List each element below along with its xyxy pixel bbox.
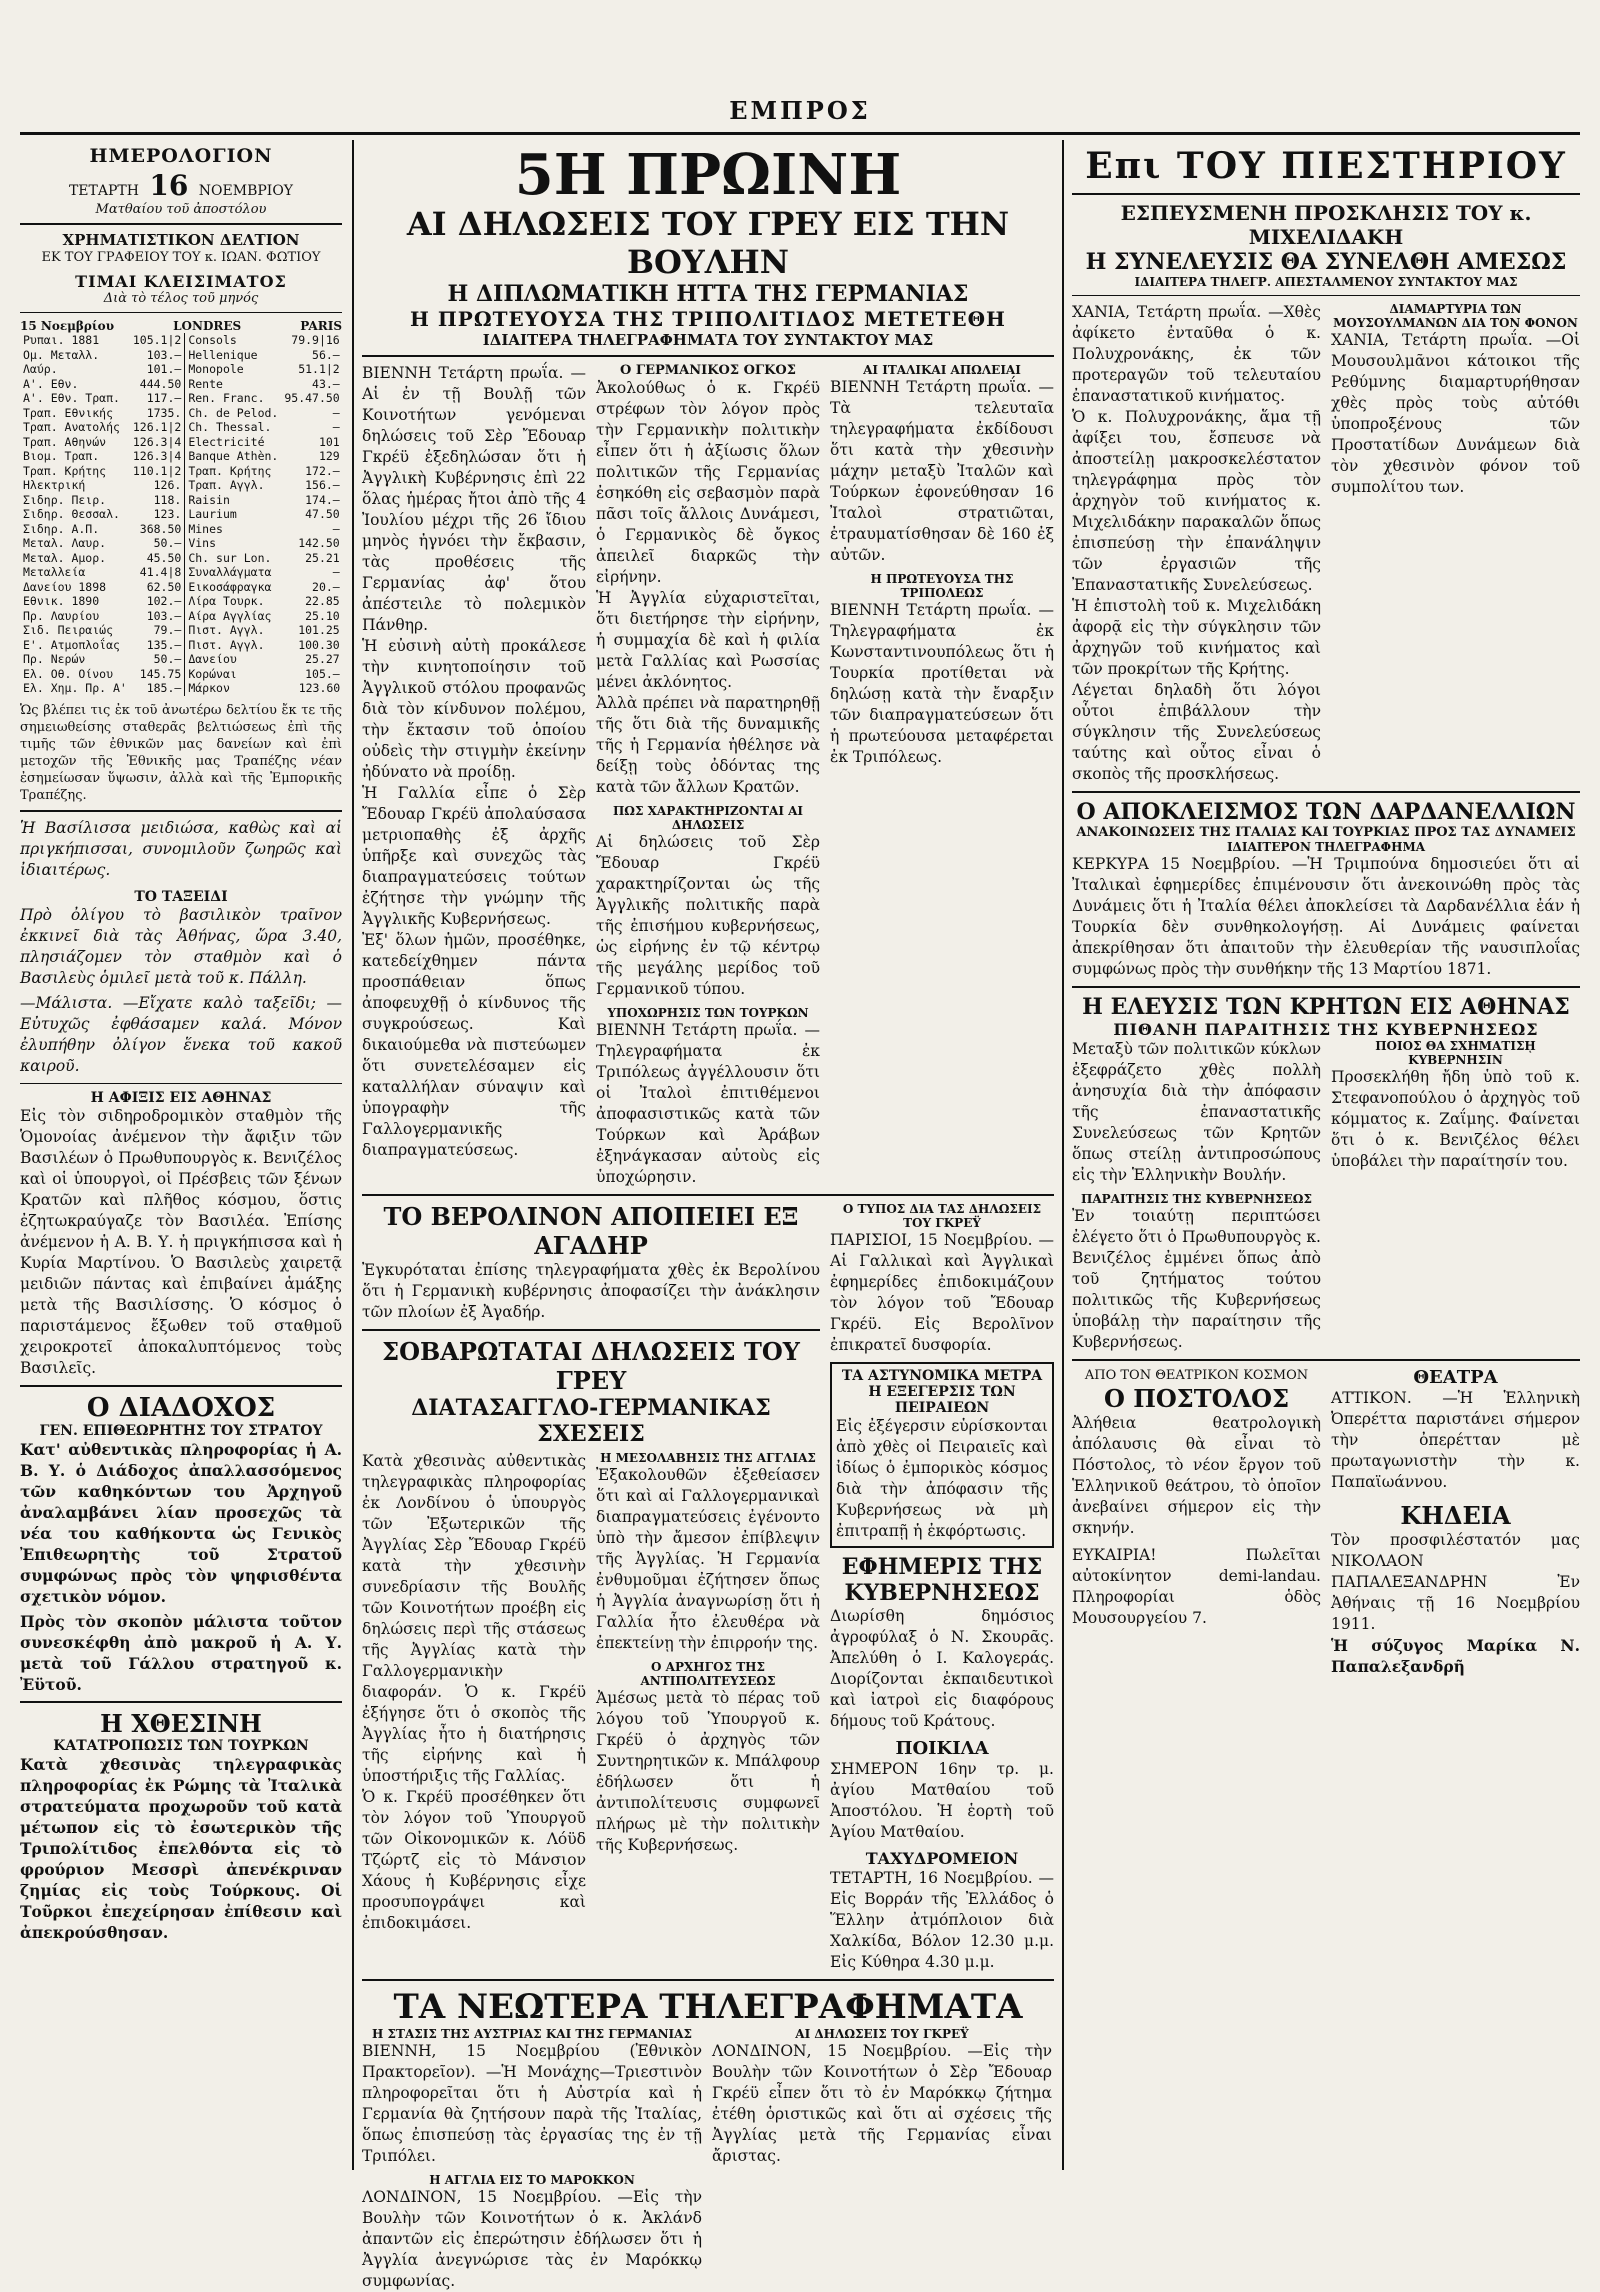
rate-label: Ρυπαι. 1881 [23, 333, 100, 347]
rate-label: Τραπ. Εθνικής [23, 405, 114, 420]
rate-row [20, 464, 184, 479]
rate-row [20, 609, 184, 624]
rate-value: 102.— [146, 594, 182, 608]
dardanelles-title: Ο ΑΠΟΚΛΕΙΣΜΟΣ ΤΩΝ ΔΑΡΔΑΝΕΛΛΙΩΝ [1076, 799, 1576, 825]
italian-text: ΒΙΕΝΝΗ Τετάρτη πρωΐα. —Τὰ τελευταῖα τηλεγραφήματα ἐκδίδουσι ὅτι κατὰ τὴν χθεσινὴν μάχην μεταξὺ Ἰταλῶν καὶ Τούρκων ἐφονεύθησαν 16 Ἰταλοὶ στρατιῶται, ἐτραυματίσθησαν δὲ 160 ἐξ αὐτῶν. [830, 378, 1054, 564]
rate-label: Ren. Franc. [188, 391, 265, 405]
rate-row [185, 551, 343, 566]
title-3: Η ΠΡΩΤΕΥΟΥΣΑ ΤΗΣ ΤΡΙΠΟΛΙΤΙΔΟΣ ΜΕΤΕΤΕΘΗ [410, 307, 1006, 331]
rate-row [20, 551, 184, 566]
rate-row [20, 406, 184, 421]
diadochos-title: Ο ΔΙΑΔΟΧΟΣ [86, 1392, 276, 1423]
c3-p1: ΧΑΝΙΑ, Τετάρτη πρωΐα. —Χθὲς ἀφίκετο ἐνταῦθα ὁ κ. Πολυχρονάκης, ἐκ τῶν προτεραγῶν τοῦ τελευταίου ἐπαναστατικοῦ κινήματος. [1072, 303, 1321, 405]
rate-label: Μεταλλεία [23, 565, 86, 579]
rate-label: Αίρα Αγγλίας [188, 608, 272, 623]
italian-title: ΑΙ ΙΤΑΛΙΚΑΙ ΑΠΩΛΕΙΑΙ [863, 363, 1021, 377]
newspaper-name: ΕΜΠΡΟΣ [729, 96, 871, 125]
police-title-1: ΤΑ ΑΣΤΥΝΟΜΙΚΑ ΜΕΤΡΑ [841, 1368, 1043, 1384]
post-office-text: ΤΕΤΑΡΤΗ, 16 Νοεμβρίου. —Εἰς Βορράν τῆς Ἐλλάδος ὁ Ἕλλην ἀτμόπλοιον διὰ Χαλκίδα, Βόλον 12.30 μ.μ. Εἰς Κύθηρα 4.30 μ.μ. [830, 1869, 1054, 1971]
rate-value: 105.— [305, 666, 340, 681]
rate-row [20, 449, 184, 464]
rate-label: Βιομ. Τραπ. [23, 449, 100, 463]
latest-title: ΤΑ ΝΕΩΤΕΡΑ ΤΗΛΕΓΡΑΦΗΜΑΤΑ [393, 1987, 1023, 2027]
rate-label: Ε'. Ατμοπλοΐας [23, 637, 120, 652]
police-text: Εἰς ἐξέγερσιν εὑρίσκονται ἀπὸ χθὲς οἱ Πειραιεῖς καὶ ἰδίως ὁ ἐμπορικὸς κόσμος διὰ τὴν ἀπόφασιν τῆς Κυβερνήσεως νὰ μὴ ἐπιτραπῇ ἡ ἐκφόρτωσις. [836, 1417, 1048, 1540]
crisis-text: Κατὰ χθεσινὰς αὐθεντικὰς τηλεγραφικὰς πληροφορίας ἐκ Λονδίνου ὁ ὑπουργὸς τῶν Ἐξωτερικῶν τῆς Ἀγγλίας Σὲρ Ἔδουαρ Γκρέϋ κατὰ τὴν χθεσινὴν συνεδρίασιν τῆς Βουλῆς τῶν Κοινοτήτων προέβη εἰς δηλώσεις περὶ τῆς στάσεως τῆς Ἀγγλίας κατὰ τὴν Γαλλογερμανικὴν διαφοράν. Ὁ κ. Γκρέϋ ἐξήγησε ὅτι ὁ σκοπὸς τῆς Ἀγγλίας ἦτο ἡ διατήρησις τῆς εἰρήνης καὶ ἡ ὑποστήριξις τῆς Γαλλίας. [362, 1452, 586, 1785]
front-col-c [830, 363, 1054, 1188]
rate-label: Λίρα Τουρκ. [188, 594, 265, 608]
rate-label: Τραπ. Κρήτης [23, 463, 107, 478]
calendar-day: ΤΕΤΑΡΤΗ [68, 183, 139, 199]
title-2: Η ΔΙΠΛΩΜΑΤΙΚΗ ΗΤΤΑ ΤΗΣ ΓΕΡΜΑΝΙΑΣ [447, 281, 969, 307]
rate-row [185, 333, 343, 348]
form-text: Προσεκλήθη ἤδη ὑπὸ τοῦ κ. Στεφανοπούλου ὁ ἀρχηγὸς τοῦ κόμματος κ. Ζαΐμης. Φαίνεται ὅτι ὁ κ. Βενιζέλος θέλει ὑποβάλει τὴν παραίτησίν του. [1331, 1068, 1580, 1170]
rate-label: Τραπ. Κρήτης [188, 463, 272, 478]
diadochos-text-2: Πρὸς τὸν σκοπὸν μάλιστα τοῦτον συνεσκέφθη ἀπὸ μακροῦ ἡ Α. Υ. μετὰ τοῦ Γάλλου στρατηγοῦ κ. Ἐϋτοῦ. [20, 1611, 342, 1694]
mediation-title: Η ΜΕΣΟΛΑΒΗΣΙΣ ΤΗΣ ΑΓΓΛΙΑΣ [600, 1451, 816, 1465]
yesterday-text: Κατὰ χθεσινὰς τηλεγραφικὰς πληροφορίας ἐκ Ρώμης τὰ Ἰταλικὰ στρατεύματα προχωροῦν τοῦ κατὰ μέτωπον εἰς τὸ ἐσωτερικὸν τῆς Τριπολίτιδος ἐπελθόντα εἰς τὸ φρούριον Μεσσρὶ ἀπενέκριναν ζημίας εἰς τοὺς Τούρκους. Οἱ Τοῦρκοι ἐπεχείρησαν ἐπίθεσιν καὶ ἀπεκρούσθησαν. [20, 1754, 342, 1942]
rate-row [20, 391, 184, 406]
rate-row [185, 638, 343, 653]
top-rule [20, 132, 1580, 135]
austria-text: ΒΙΕΝΝΗ, 15 Νοεμβρίου (Ἐθνικὸν Πρακτορεῖον). —Ἡ Μονάχης—Τριεστινὸν πληροφορεῖται ὅτι ἡ Αὐστρία καὶ ἡ Γερμανία θὰ ζητήσουν παρὰ τῆς Ἰταλίας, ὅπως ἐπισπεύσῃ τὰς ἐργασίας της ἐν τῇ Τριπόλει. [362, 2042, 702, 2165]
rate-row [185, 565, 343, 580]
market-note: Ὡς βλέπει τις ἐκ τοῦ ἀνωτέρω δελτίου ἔκ τε τῆς σημειωθείσης σταθερᾶς βελτιώσεως ἐπὶ τῆς τιμῆς τῶν ἐθνικῶν μας δανείων καὶ ἐπὶ μετοχῶν τῆς Ἐθνικῆς μας Τραπέζης νέαν ἐσημείωσαν ὕψωσιν, ἀλλὰ καὶ τῆς Ἐμπορικῆς Τραπέζης. [20, 702, 342, 803]
rate-row [20, 362, 184, 377]
grey-text: ΛΟΝΔΙΝΟΝ, 15 Νοεμβρίου. —Εἰς τὴν Βουλὴν τῶν Κοινοτήτων ὁ Σὲρ Ἔδουαρ Γκρέϋ εἶπεν ὅτι τὸ ἐν Μαρόκκῳ ζήτημα ἐτέθη ὁριστικῶς καὶ ὅτι αἱ σχέσεις τῆς Ἀγγλίας μετὰ τῆς Γερμανίας εἶναι ἄριστας. [712, 2042, 1052, 2165]
rate-row [185, 362, 343, 377]
rate-value: — [332, 420, 340, 434]
rate-value: 117.— [146, 391, 182, 405]
rate-value: 145.75 [139, 666, 182, 681]
masthead [0, 0, 1600, 130]
post-sub: ΑΠΟ ΤΟΝ ΘΕΑΤΡΙΚΟΝ ΚΟΣΜΟΝ [1084, 1368, 1309, 1383]
germanic-title: Ο ΓΕΡΜΑΝΙΚΟΣ ΟΓΚΟΣ [620, 363, 796, 378]
rate-row [20, 348, 184, 363]
rate-value: 123.60 [298, 681, 341, 695]
arrival-title: Η ΑΦΙΞΙΣ ΕΙΣ ΑΘΗΝΑΣ [90, 1089, 272, 1106]
rate-value: 126.1|2 [132, 420, 182, 434]
rate-value: 135.— [146, 637, 182, 652]
rate-label: Τραπ. Αθηνών [23, 434, 107, 449]
rate-label: Σιδ. Πειραιώς [23, 623, 114, 637]
rate-label: Ch. Thessal. [188, 420, 272, 434]
rate-value: 62.50 [146, 579, 182, 594]
rate-value: 79.9|16 [291, 333, 340, 347]
front-p7: Ἀλλὰ πρέπει νὰ παρατηρηθῇ τῆς ὅτι διὰ τῆς δυναμικῆς τῆς ἡ Γερμανία ἠθέλησε νὰ δείξῃ τοὺς ὀδόντας της κατὰ τῶν ἄλλων Κρατῶν. [596, 694, 820, 796]
rate-row [185, 435, 343, 450]
front-p9: ΒΙΕΝΝΗ Τετάρτη πρωΐα. —Τηλεγραφήματα ἐκ Τριπόλεως ἀγγέλλουσιν ὅτι οἱ Ἰταλοὶ ἐπιτιθέμενοι ἀποφασιστικῶς κατὰ τῶν Τούρκων καὶ Ἀράβων ἐξηνάγκασαν αὐτοὺς εἰς ὑποχώρησιν. [596, 1021, 820, 1186]
rate-row [185, 478, 343, 493]
rate-label: Πρ. Νερών [23, 652, 86, 666]
rate-row [20, 594, 184, 609]
rate-label: Εικοσάφραγκα [188, 579, 272, 594]
rate-value: 126.3|4 [132, 449, 182, 463]
yesterday-sub: ΚΑΤΑΤΡΟΠΩΣΙΣ ΤΩΝ ΤΟΥΡΚΩΝ [53, 1737, 309, 1754]
rate-row [185, 507, 343, 522]
rate-row [20, 333, 184, 348]
rate-label: Πρ. Λαυρίου [23, 608, 100, 623]
rate-row [20, 377, 184, 392]
rate-row [185, 449, 343, 464]
cretans-text: Μεταξὺ τῶν πολιτικῶν κύκλων ἐξεφράζετο χθὲς πολλὴ ἀνησυχία διὰ τὴν ἀπόφασιν τῆς ἐπαναστατικῆς Συνελεύσεως τῶν Κρητῶν ὅπως στείλῃ ἀντιπροσώπους εἰς τὴν Ἑλληνικὴν Βουλήν. [1072, 1040, 1321, 1184]
leader-text: Ἀμέσως μετὰ τὸ πέρας τοῦ λόγου τοῦ Ὑπουργοῦ κ. Γκρέϋ ὁ ἀρχηγὸς τῶν Συντηρητικῶν κ. Μπάλφουρ ἐδήλωσεν ὅτι ἡ ἀντιπολίτευσις συμφωνεῖ πλήρως μὲ τὴν πολιτικὴν τῆς Κυβερνήσεως. [596, 1689, 820, 1854]
rate-label: Raisin [188, 492, 230, 507]
rates-left-table [20, 333, 184, 696]
rate-row [185, 522, 343, 537]
rate-row [20, 681, 184, 696]
rate-row [185, 580, 343, 595]
diamartyria-title: ΔΙΑΜΑΡΤΥΡΙΑ ΤΩΝ ΜΟΥΣΟΥΛΜΑΝΩΝ ΔΙΑ ΤΟΝ ΦΟΝΟΝ [1333, 302, 1578, 330]
misc-title: ΠΟΙΚΙΛΑ [895, 1738, 989, 1759]
rate-label: Vins [188, 536, 217, 550]
berlin-title: ΤΟ ΒΕΡΟΛΙΝΟΝ ΑΠΟΠΕΙΕΙ ΕΞ ΑΓΑΔΗΡ [383, 1202, 799, 1260]
rates-right-table [184, 333, 343, 696]
rate-value: 1735. [146, 405, 182, 420]
rate-value: — [332, 405, 340, 420]
rate-value: 118. [153, 492, 182, 507]
rate-value: 126.3|4 [132, 434, 182, 449]
rate-label: Τραπ. Αγγλ. [188, 478, 265, 492]
calendar-saint: Ματθαίου τοῦ ἀποστόλου [95, 202, 267, 217]
rate-label: Consols [188, 333, 237, 347]
exchange-headers [20, 319, 342, 333]
rate-value: 101.25 [298, 623, 340, 637]
rate-label: Ελ. Οθ. Οίνου [23, 666, 114, 681]
rate-value: 185.— [146, 681, 182, 695]
rate-value: 22.85 [305, 594, 340, 608]
police-title-2: Η ΕΞΕΓΕΡΣΙΣ ΤΩΝ ΠΕΙΡΑΙΕΩΝ [868, 1384, 1016, 1416]
exchange-title: ΧΡΗΜΑΤΙΣΤΙΚΟΝ ΔΕΛΤΙΟΝ [62, 231, 300, 249]
middle-columns [362, 1202, 1054, 1973]
rate-value: 103.— [146, 347, 182, 362]
rate-label: Mines [188, 521, 223, 536]
rate-row [185, 420, 343, 435]
rate-row [20, 522, 184, 537]
rate-label: Α'. Εθν. Τραπ. [23, 391, 120, 405]
rate-row [20, 667, 184, 682]
rate-row [185, 681, 343, 696]
rate-row [20, 493, 184, 508]
rate-label: Πιστ. Αγγλ. [188, 637, 265, 652]
rate-value: 100.30 [298, 637, 340, 652]
rate-value: 103.— [146, 608, 182, 623]
rate-label: Σιδηρ. Πειρ. [23, 492, 107, 507]
closing-title: ΤΙΜΑΙ ΚΛΕΙΣΙΜΑΤΟΣ [75, 272, 287, 291]
rate-label: Δανείου [188, 652, 237, 666]
c3-title-1: ΕΣΠΕΥΣΜΕΝΗ ΠΡΟΣΚΛΗΣΙΣ ΤΟΥ κ. ΜΙΧΕΛΙΔΑΚΗ [1120, 201, 1532, 249]
rate-row [185, 652, 343, 667]
post-office-title: ΤΑΧΥΔΡΟΜΕΙΟΝ [865, 1849, 1019, 1868]
diamartyria-text: ΧΑΝΙΑ, Τετάρτη πρωΐα. —Οἱ Μουσουλμᾶνοι κάτοικοι τῆς Ρεθύμνης διαμαρτυρήθησαν χθὲς πρὸς τοὺς αὐτόθι ὑποπροξένους τῶν Προστατίδων Δυνάμεων διὰ τὸν χθεσινὸν φόνον τοῦ συμπολίτου των. [1331, 331, 1580, 496]
rate-value: 25.10 [305, 608, 340, 623]
rate-value: 142.50 [298, 536, 340, 550]
front-p8: Αἱ δηλώσεις τοῦ Σὲρ Ἔδουαρ Γκρέϋ χαρακτηρίζονται ὡς τῆς Ἀγγλικῆς πολιτικῆς παρὰ τῆς ἐπισήμου κυβερνήσεως, ὡς εἰρήνης ἐν τῷ κέντρῳ τῆς μεγάλης μερίδος τοῦ Γερμανικοῦ τύπου. [596, 833, 820, 998]
rate-label: Τραπ. Ανατολής [23, 420, 120, 434]
front-p1: ΒΙΕΝΝΗ Τετάρτη πρωΐα. —Αἱ ἐν τῇ Βουλῇ τῶν Κοινοτήτων γενόμεναι δηλώσεις τοῦ Σὲρ Ἔδουαρ Γκρέϋ ἐξεδηλώσαν ὅτι ἡ Ἀγγλικὴ Κυβέρνησις ἐπὶ 22 ὅλας ἡμέρας ἤτοι ἀπὸ τῆς 4 Ἰουλίου μέχρι τῆς 26 ἴδιου μηνὸς ἠγνόει τὴν ἔκβασιν, τὰς προθέσεις τῆς Γερμανίας ἀφ' ὅτου ἀπέστειλε τὸ πολεμικὸν Πάνθηρ. [362, 364, 586, 634]
rate-label: Hellenique [188, 347, 258, 362]
rate-label: Σιδηρ. Α.Π. [23, 521, 100, 536]
dardanelles-sub-2: ΙΔΙΑΙΤΕΡΟΝ ΤΗΛΕΓΡΑΦΗΜΑ [1226, 840, 1426, 854]
press-text: ΠΑΡΙΣΙΟΙ, 15 Νοεμβρίου. —Αἱ Γαλλικαὶ καὶ Ἀγγλικαὶ ἐφημερίδες ἐπιδοκιμάζουν τὸν λόγον τοῦ Ἔδουαρ Γκρέϋ. Εἰς Βερολῖνον ἐπικρατεῖ δυσφορία. [830, 1231, 1054, 1354]
yesterday-title: Η ΧΘΕΣΙΝΗ [100, 1708, 262, 1738]
resign-title: ΠΑΡΑΙΤΗΣΙΣ ΤΗΣ ΚΥΒΕΡΝΗΣΕΩΣ [1081, 1192, 1312, 1206]
morocco-title: Η ΑΓΓΛΙΑ ΕΙΣ ΤΟ ΜΑΡΟΚΚΟΝ [429, 2173, 635, 2187]
rate-label: Δανείου 1898 [23, 579, 107, 594]
rate-row [20, 536, 184, 551]
rate-label: Electricité [188, 434, 265, 449]
gazette-title: ΕΦΗΜΕΡΙΣ ΤΗΣ ΚΥΒΕΡΝΗΣΕΩΣ [841, 1554, 1043, 1606]
rate-label: Ομ. Μεταλλ. [23, 347, 100, 362]
rate-row [185, 667, 343, 682]
rate-label: Συναλλάγματα [188, 565, 272, 579]
rate-label: Πιστ. Αγγλ. [188, 623, 265, 637]
cretans-sub: ΠΙΘΑΝΗ ΠΑΡΑΙΤΗΣΙΣ ΤΗΣ ΚΥΒΕΡΝΗΣΕΩΣ [1113, 1020, 1539, 1039]
calendar-date-line [20, 169, 342, 202]
front-p3: Ἡ Γαλλία εἶπε ὁ Σὲρ Ἔδουαρ Γκρέϋ ἀπολαύσασα μετριοπαθὴς ἐξ ἀρχῆς ὑπῆρξε καὶ συνεχῶς τὰς διαπραγματεύσεις τούτων ἐζήτησε τὴν γνώμην τῆς Ἀγγλικῆς Κυβερνήσεως. [362, 784, 586, 928]
theatre-title: ΘΕΑΤΡΑ [1413, 1367, 1498, 1388]
cretans-title: Η ΕΛΕΥΣΙΣ ΤΩΝ ΚΡΗΤΩΝ ΕΙΣ ΑΘΗΝΑΣ [1082, 994, 1570, 1020]
rate-value: 123. [153, 507, 182, 521]
front-columns [362, 363, 1054, 1188]
rate-value: 79.— [153, 623, 182, 637]
column-rule-1 [352, 140, 354, 2170]
rate-label: Α'. Εθν. [23, 376, 79, 391]
rate-label: Μεταλ. Αμορ. [23, 550, 107, 565]
rate-row [20, 507, 184, 522]
postolos-title: Ο ΠΟΣΤΟΛΟΣ [1103, 1384, 1290, 1413]
c3-p2: Ὁ κ. Πολυχρονάκης, ἅμα τῇ ἀφίξει του, ἔσπευσε νὰ ἀποστείλῃ μακροσκελέστατον τηλεγράφημα πρὸς τὸν ἀρχηγὸν τοῦ κινήματος κ. Μιχελιδάκην παρακαλῶν ὅπως ἐπισπεύσῃ τὴν ἐπανάληψιν τῶν ἐργασιῶν τῆς Ἐπαναστατικῆς Συνελεύσεως. [1072, 408, 1321, 594]
rate-row [185, 493, 343, 508]
funeral-title: ΚΗΔΕΙΑ [1400, 1501, 1511, 1530]
banner: Επι ΤΟΥ ΠΙΕΣΤΗΡΙΟΥ [1085, 145, 1567, 187]
paris-label: PARIS [300, 319, 342, 333]
rate-value: — [332, 521, 340, 536]
rate-value: 25.27 [305, 652, 340, 666]
exchange-source: ΕΚ ΤΟΥ ΓΡΑΦΕΙΟΥ ΤΟΥ κ. ΙΩΑΝ. ΦΩΤΙΟΥ [41, 250, 321, 265]
rate-label: Εθνικ. 1890 [23, 594, 100, 608]
rate-value: 129 [318, 449, 340, 463]
middle-right [830, 1202, 1054, 1973]
rate-row [185, 594, 343, 609]
calendar-title: ΗΜΕΡΟΛΟΓΙΟΝ [89, 145, 273, 167]
resign-text: Ἐν τοιαύτῃ περιπτώσει ἐλέγετο ὅτι ὁ Πρωθυπουργὸς κ. Βενιζέλος ἐμμένει ὅπως ἀπὸ τοῦ ζητήματος τούτου πολιτικῶς τῆς Κυβερνήσεως ὑποβάλῃ τὴν παραίτησιν τῆς Κυβερνήσεως. [1072, 1207, 1321, 1351]
crisis-title: ΣΟΒΑΡΩΤΑΤΑΙ ΔΗΛΩΣΕΙΣ ΤΟΥ ΓΡΕΥ [382, 1337, 800, 1395]
morocco-text: ΛΟΝΔΙΝΟΝ, 15 Νοεμβρίου. —Εἰς τὴν Βουλὴν τῶν Κοινοτήτων ὁ κ. Ἀκλάνδ ἀπαντῶν εἰς ἐπερώτησιν ἐδήλωσεν ὅτι ἡ Ἀγγλία ἀνεγνώρισε τὰς ἐν Μαρόκκῳ συμφωνίας. [362, 2188, 702, 2290]
front-p2: Ἡ εὐσινὴ αὐτὴ προκάλεσε τὴν κινητοποίησιν τοῦ Ἀγγλικοῦ στόλου προφανῶς διὰ τὸν κίνδυνον πολέμου, τὴν ἔκτασιν τοῦ ὁποίου οὐδεὶς τὴν στιγμὴν ἐκείνην ἠδύνατο νὰ προίδῃ. [362, 637, 586, 781]
rate-label: Ch. sur Lon. [188, 550, 272, 565]
rate-value: 25.21 [305, 550, 340, 565]
rate-label: Σιδηρ. Θεσσαλ. [23, 507, 120, 521]
title-4: ΙΔΙΑΙΤΕΡΑ ΤΗΛΕΓΡΑΦΗΜΑΤΑ ΤΟΥ ΣΥΝΤΑΚΤΟΥ ΜΑΣ [482, 331, 934, 349]
calendar-month: ΝΟΕΜΒΡΙΟΥ [198, 183, 294, 199]
middle-left [362, 1202, 820, 1973]
funeral-text: Τὸν προσφιλέστατόν μας ΝΙΚΟΛΑΟΝ ΠΑΠΑΛΕΞΑΝΔΡΗΝ Ἐν Ἀθήναις τῇ 16 Νοεμβρίου 1911. [1331, 1531, 1580, 1633]
rate-row [20, 565, 184, 580]
front-p5: Ἀκολούθως ὁ κ. Γκρέϋ στρέφων τὸν λόγον πρὸς τὴν Γερμανικὴν πολιτικὴν εἶπεν ὅτι ἡ ἀξίωσις ὅλων πολιτικῶν τῆς Γερμανίας ἐσηκόθη εἰς σεβασμὸν παρὰ πᾶσι τοῖς ἄλλοις Δυνάμεσι, ὁ Γερμανικὸς δὲ ὄγκος ἀπειλεῖ διαρκῶς τὴν εἰρήνην. [596, 379, 820, 586]
rate-label: Monopole [188, 362, 244, 376]
rate-value: 110.1|2 [132, 463, 182, 478]
form-title: ΠΟΙΟΣ ΘΑ ΣΧΗΜΑΤΙΣῌ ΚΥΒΕΡΝΗΣΙΝ [1375, 1039, 1536, 1067]
rate-value: 156.— [305, 478, 340, 492]
date-label: 15 Νοεμβρίου [20, 319, 115, 333]
rate-label: Ηλεκτρική [23, 478, 86, 492]
leader-title: Ο ΑΡΧΗΓΟΣ ΤΗΣ ΑΝΤΙΠΟΛΙΤΕΥΣΕΩΣ [640, 1660, 776, 1688]
rate-value: 20.— [312, 579, 340, 594]
rate-value: 101 [318, 434, 340, 449]
rate-label: Μάρκον [188, 681, 230, 695]
c3-p3: Ἡ ἐπιστολὴ τοῦ κ. Μιχελιδάκη ἀφορᾷ εἰς τὴν σύγκλησιν τῶν ἀρχηγῶν τοῦ κινήματος καὶ τῶν προκρίτων τῆς Κρήτης. [1072, 597, 1321, 678]
funeral-names: Ἡ σύζυγος Μαρίκα Ν. Παπαλεξανδρῆ [1331, 1636, 1580, 1676]
column-calendar-finance [20, 145, 342, 2170]
rate-row [20, 623, 184, 638]
c3-p4: Λέγεται δηλαδὴ ὅτι λόγοι οὗτοι ἐπιβάλλουν τὴν σύγκλησιν τῆς Συνελεύσεως ταύτης καὶ οὗτος εἶναι ὁ σκοπὸς τῆς προσκλήσεως. [1072, 681, 1321, 783]
dardanelles-sub: ΑΝΑΚΟΙΝΩΣΕΙΣ ΤΗΣ ΙΤΑΛΙΑΣ ΚΑΙ ΤΟΥΡΚΙΑΣ ΠΡΟΣ ΤΑΣ ΔΥΝΑΜΕΙΣ [1076, 825, 1576, 840]
rate-row [20, 435, 184, 450]
rate-value: 50.— [153, 652, 182, 666]
column-press [1072, 145, 1580, 2170]
rate-row [20, 638, 184, 653]
royal-text: Ἡ Βασίλισσα μειδιώσα, καθὼς καὶ αἱ πριγκήπισσαι, συνομιλοῦν ζωηρῶς καὶ ἰδιαιτέρως. [20, 818, 342, 879]
rate-row [20, 580, 184, 595]
rate-value: 368.50 [139, 521, 182, 536]
rate-value: — [332, 565, 340, 579]
rate-row [185, 348, 343, 363]
trip-text: Πρὸ ὀλίγου τὸ βασιλικὸν τραῖνον ἐκκινεῖ διὰ τὰς Ἀθήνας, ὥρα 3.40, πλησιάζομεν τὸν σταθμὸν καὶ ὁ Βασιλεὺς ὁμιλεῖ μετὰ τοῦ κ. Πάλλη. [20, 905, 342, 987]
rates-table [20, 333, 342, 696]
rate-row [20, 420, 184, 435]
mediation-text: Ἐξακολουθῶν ἐξεθείασεν ὅτι καὶ αἱ Γαλλογερμανικαὶ διαπραγματεύσεις ἐγένοντο ὑπὸ τὴν ἄμεσον ἐπίβλεψιν τῆς Ἀγγλίας. Ἡ Γερμανία ἐνθυμοῦμαι ἐζήτησεν ὅπως ἡ Ἀγγλία ἀναγνωρίσῃ ὅτι ἡ Γαλλία ἦτο ἐλευθέρα νὰ ἐπεκτείνῃ τὴν ἐπιρροήν της. [596, 1466, 820, 1652]
rate-row [185, 609, 343, 624]
turks-title: ΥΠΟΧΩΡΗΣΙΣ ΤΩΝ ΤΟΥΡΚΩΝ [607, 1006, 809, 1020]
rate-row [185, 536, 343, 551]
austria-title: Η ΣΤΑΣΙΣ ΤΗΣ ΑΥΣΤΡΙΑΣ ΚΑΙ ΤΗΣ ΓΕΡΜΑΝΙΑΣ [372, 2027, 692, 2041]
c3-title-3: ΙΔΙΑΙΤΕΡΑ ΤΗΛΕΓΡ. ΑΠΕΣΤΑΛΜΕΝΟΥ ΣΥΝΤΑΚΤΟΥ ΜΑΣ [1134, 275, 1518, 289]
police-box [830, 1362, 1054, 1548]
rate-row [20, 478, 184, 493]
rate-value: 50.— [153, 536, 182, 550]
rate-label: Ch. de Pelod. [188, 405, 279, 420]
rate-label: Λαύρ. [23, 362, 58, 376]
dardanelles-text: ΚΕΡΚΥΡΑ 15 Νοεμβρίου. —Ἡ Τριμπούνα δημοσιεύει ὅτι αἱ Ἰταλικαὶ ἐφημερίδες ἐπιμένουσιν ὅτι ἀνεκοινώθη πρὸς τὰς Δυνάμεις ὅτι ἡ Ἰταλία θέλει ἀποκλείσει τὰ Δαρδανέλλια ἐάν ἡ Τουρκία δὲν συνθηκολογήσῃ. Αἱ Δυνάμεις φαίνεται ἀπεκρίθησαν ὅτι ἀπαιτοῦν τὴν ἐλευθερίαν τῆς ναυσιπλοΐας συμφώνως πρὸς τὴν συνθήκην τῆς 13 Μαρτίου 1871. [1072, 855, 1580, 978]
rate-row [185, 391, 343, 406]
rate-value: 444.50 [139, 376, 182, 391]
rate-label: Ελ. Χημ. Πρ. Α' [23, 681, 127, 695]
diadochos-sub: ΓΕΝ. ΕΠΙΘΕΩΡΗΤΗΣ ΤΟΥ ΣΤΡΑΤΟΥ [39, 1422, 323, 1439]
grey-title: ΑΙ ΔΗΛΩΣΕΙΣ ΤΟΥ ΓΚΡΕΫ [795, 2027, 969, 2041]
theatre-text: ΑΤΤΙΚΟΝ. —Ἡ Ἑλληνικὴ Ὀπερέττα παριστάνει σήμερον τὴν ὀπερέτταν μὲ πρωταγωνιστὴν τὴν κ. Παπαϊωάννου. [1331, 1389, 1580, 1491]
column-front [362, 142, 1054, 2290]
front-col-a [362, 363, 586, 1188]
rate-value: 47.50 [305, 507, 340, 521]
rate-label: Κορώναι [188, 666, 237, 681]
title-1: ΑΙ ΔΗΛΩΣΕΙΣ ΤΟΥ ΓΡΕΥ ΕΙΣ ΤΗΝ ΒΟΥΛΗΝ [406, 205, 1010, 281]
rate-row [185, 377, 343, 392]
diadochos-text: Κατ' αὐθεντικὰς πληροφορίας ἡ Α. Β. Υ. ὁ Διάδοχος ἀπαλλασσόμενος τῶν καθηκόντων του Ἀρχηγοῦ ἀναλαμβάνει λίαν προσεχῶς τὰ νέα του καθήκοντα ὡς Γενικὸς Ἐπιθεωρητὴς τοῦ Στρατοῦ συμφώνως πρὸς τὸν ψηφισθέντα σχετικὸν νόμον. [20, 1439, 342, 1606]
rate-value: 126. [153, 478, 182, 492]
crisis-text-2: Ὁ κ. Γκρέϋ προσέθηκεν ὅτι τὸν λόγον τοῦ Ὑπουργοῦ τῶν Οἰκονομικῶν κ. Λόϋδ Τζώρτζ εἰς τὸ Μάνσιον Χάους ἡ Κυβέρνησις εἶχε προσυπογράψει καὶ ἐπιδοκιμάσει. [362, 1788, 586, 1932]
gazette-text: Διωρίσθη δημόσιος ἀγροφύλαξ ὁ Ν. Σκουρᾶς. Ἀπελύθη ὁ Ι. Καλογεράς. Διορίζονται ἐκπαιδευτικοὶ καὶ ἰατροὶ εἰς διαφόρους δήμους τοῦ Κράτους. [830, 1607, 1054, 1730]
london-label: LONDRES [173, 319, 242, 333]
crisis-sub: ΔΙΑΤΑΣΑΓΓΛΟ-ΓΕΡΜΑΝΙΚΑΣ ΣΧΕΣΕΙΣ [411, 1395, 771, 1447]
attitude-title: ΠΩΣ ΧΑΡΑΚΤΗΡΙΖΟΝΤΑΙ ΑΙ ΔΗΛΩΣΕΙΣ [612, 804, 804, 832]
rate-value: 41.4|8 [139, 565, 182, 579]
capital-title: Η ΠΡΩΤΕΥΟΥΣΑ ΤΗΣ ΤΡΙΠΟΛΕΩΣ [870, 572, 1014, 600]
rate-label: Banque Athèn. [188, 449, 279, 463]
front-p6: Ἡ Ἀγγλία εὐχαριστεῖται, ὅτι διετήρησε τὴν εἰρήνην, ἡ συμμαχία δὲ καὶ ἡ φιλία μετὰ Γαλλίας καὶ Ρωσσίας μένει ἀκλόνητος. [596, 589, 820, 691]
calendar-date: 16 [149, 169, 189, 202]
eukairia: ΕΥΚΑΙΡΙΑ! Πωλεῖται αὐτοκίνητον demi-landau. Πληροφορίαι ὁδὸς Μουσουργείου 7. [1072, 1546, 1321, 1627]
press-title: Ο ΤΥΠΟΣ ΔΙΑ ΤΑΣ ΔΗΛΩΣΕΙΣ ΤΟΥ ΓΚΡΕΫ [842, 1202, 1042, 1230]
c3-title-2: Η ΣΥΝΕΛΕΥΣΙΣ ΘΑ ΣΥΝΕΛΘΗ ΑΜΕΣΩΣ [1085, 249, 1567, 275]
closing-note: Διὰ τὸ τέλος τοῦ μηνός [103, 291, 259, 306]
misc-text: ΣΗΜΕΡΟΝ 16ην τρ. μ. ἀγίου Ματθαίου τοῦ Ἀποστόλου. Ἡ ἑορτὴ τοῦ Ἀγίου Ματθαίου. [830, 1760, 1054, 1841]
rate-value: 56.— [312, 347, 340, 362]
rate-row [185, 406, 343, 421]
postolos-text: Ἀλήθεια θεατρολογικὴ ἀπόλαυσις θὰ εἶναι τὸ Πόστολος, τὸ νέον ἔργον τοῦ Ἑλληνικοῦ θεάτρου, τὸ ὁποῖον ἀνεβαίνει σήμερον εἰς τὴν σκηνήν. [1072, 1414, 1321, 1537]
arrival-text: Εἰς τὸν σιδηροδρομικὸν σταθμὸν τῆς Ὁμονοίας ἀνέμενον τὴν ἄφιξιν τῶν Βασιλέων ὁ Πρωθυπουργὸς κ. Βενιζέλος καὶ οἱ ὑπουργοὶ, οἱ Πρέσβεις τῶν ξένων Κρατῶν καὶ πλῆθος κόσμου, ὅστις ἐζητωκραύγαζε τὸν Βασιλέα. Ἐπίσης ἀνέμενον ἡ Α. Β. Υ. ἡ πριγκήπισσα καὶ ἡ Κυρία Μαρτίνου. Ὁ Βασιλεὺς χαιρετᾷ μειδιῶν πάντας καὶ ἐπιβαίνει ἁμάξης μετὰ τῆς Βασιλίσσης. Ὁ κόσμος ὁ παριστάμενος ἔξωθεν τοῦ σταθμοῦ χειροκροτεῖ ἀποκαλυπτόμενος τοὺς Βασιλεῖς. [20, 1106, 342, 1377]
trip-title: ΤΟ ΤΑΞΕΙΔΙ [134, 888, 228, 905]
rate-value: 45.50 [146, 550, 182, 565]
rate-row [185, 464, 343, 479]
front-col-b [596, 363, 820, 1188]
rate-value: 95.47.50 [284, 391, 340, 405]
rate-row [20, 652, 184, 667]
rate-value: 174.— [305, 492, 340, 507]
headline: 5Η ΠΡΩΙΝΗ [514, 142, 902, 208]
column-rule-2 [1062, 140, 1064, 2170]
rate-label: Rente [188, 376, 223, 391]
front-p4: Ἐξ' ὅλων ἡμῶν, προσέθηκε, κατεδείχθημεν πάντα προσπάθειαν ὅπως ἀποφευχθῇ ὁ κίνδυνος τῆς συγκρούσεως. Καὶ δικαιούμεθα νὰ πιστεύωμεν ὅτι συνετελέσαμεν εἰς καταλλήλαν σύναψιν καὶ ὑπογραφὴν τῆς Γαλλογερμανικῆς διαπραγματεύσεως. [362, 931, 586, 1159]
rate-value: 51.1|2 [298, 362, 340, 376]
rate-row [185, 623, 343, 638]
rate-value: 105.1|2 [132, 333, 182, 347]
rate-value: 172.— [305, 463, 340, 478]
berlin-text: Ἐγκυρόταται ἐπίσης τηλεγραφήματα χθὲς ἐκ Βερολίνου ὅτι ἡ Γερμανικὴ κυβέρνησις ἀποφασίζει τὴν ἀνάκλησιν τῶν πλοίων ἐξ Ἀγαδήρ. [362, 1261, 820, 1321]
rate-label: Μεταλ. Λαυρ. [23, 536, 107, 550]
trip-text-2: —Μάλιστα. —Εἴχατε καλὸ ταξεῖδι; —Εὐτυχῶς ἐφθάσαμεν καλά. Μόνον ἐλυπήθην ὀλίγον ἕνεκα τοῦ κακοῦ καιροῦ. [20, 993, 342, 1075]
rate-label: Laurium [188, 507, 237, 521]
rate-value: 101.— [146, 362, 182, 376]
latest-columns [362, 2027, 1054, 2292]
rate-value: 43.— [312, 376, 340, 391]
capital-text: ΒΙΕΝΝΗ Τετάρτη πρωΐα. —Τηλεγραφήματα ἐκ Κωνσταντινουπόλεως ὅτι ἡ Τουρκία προτίθεται νὰ δηλώσῃ κατὰ τὴν ἔναρξιν τῶν διαπραγματεύσεων ὅτι ἡ πρωτεύουσα μεταφέρεται ἐκ Τριπόλεως. [830, 601, 1054, 766]
